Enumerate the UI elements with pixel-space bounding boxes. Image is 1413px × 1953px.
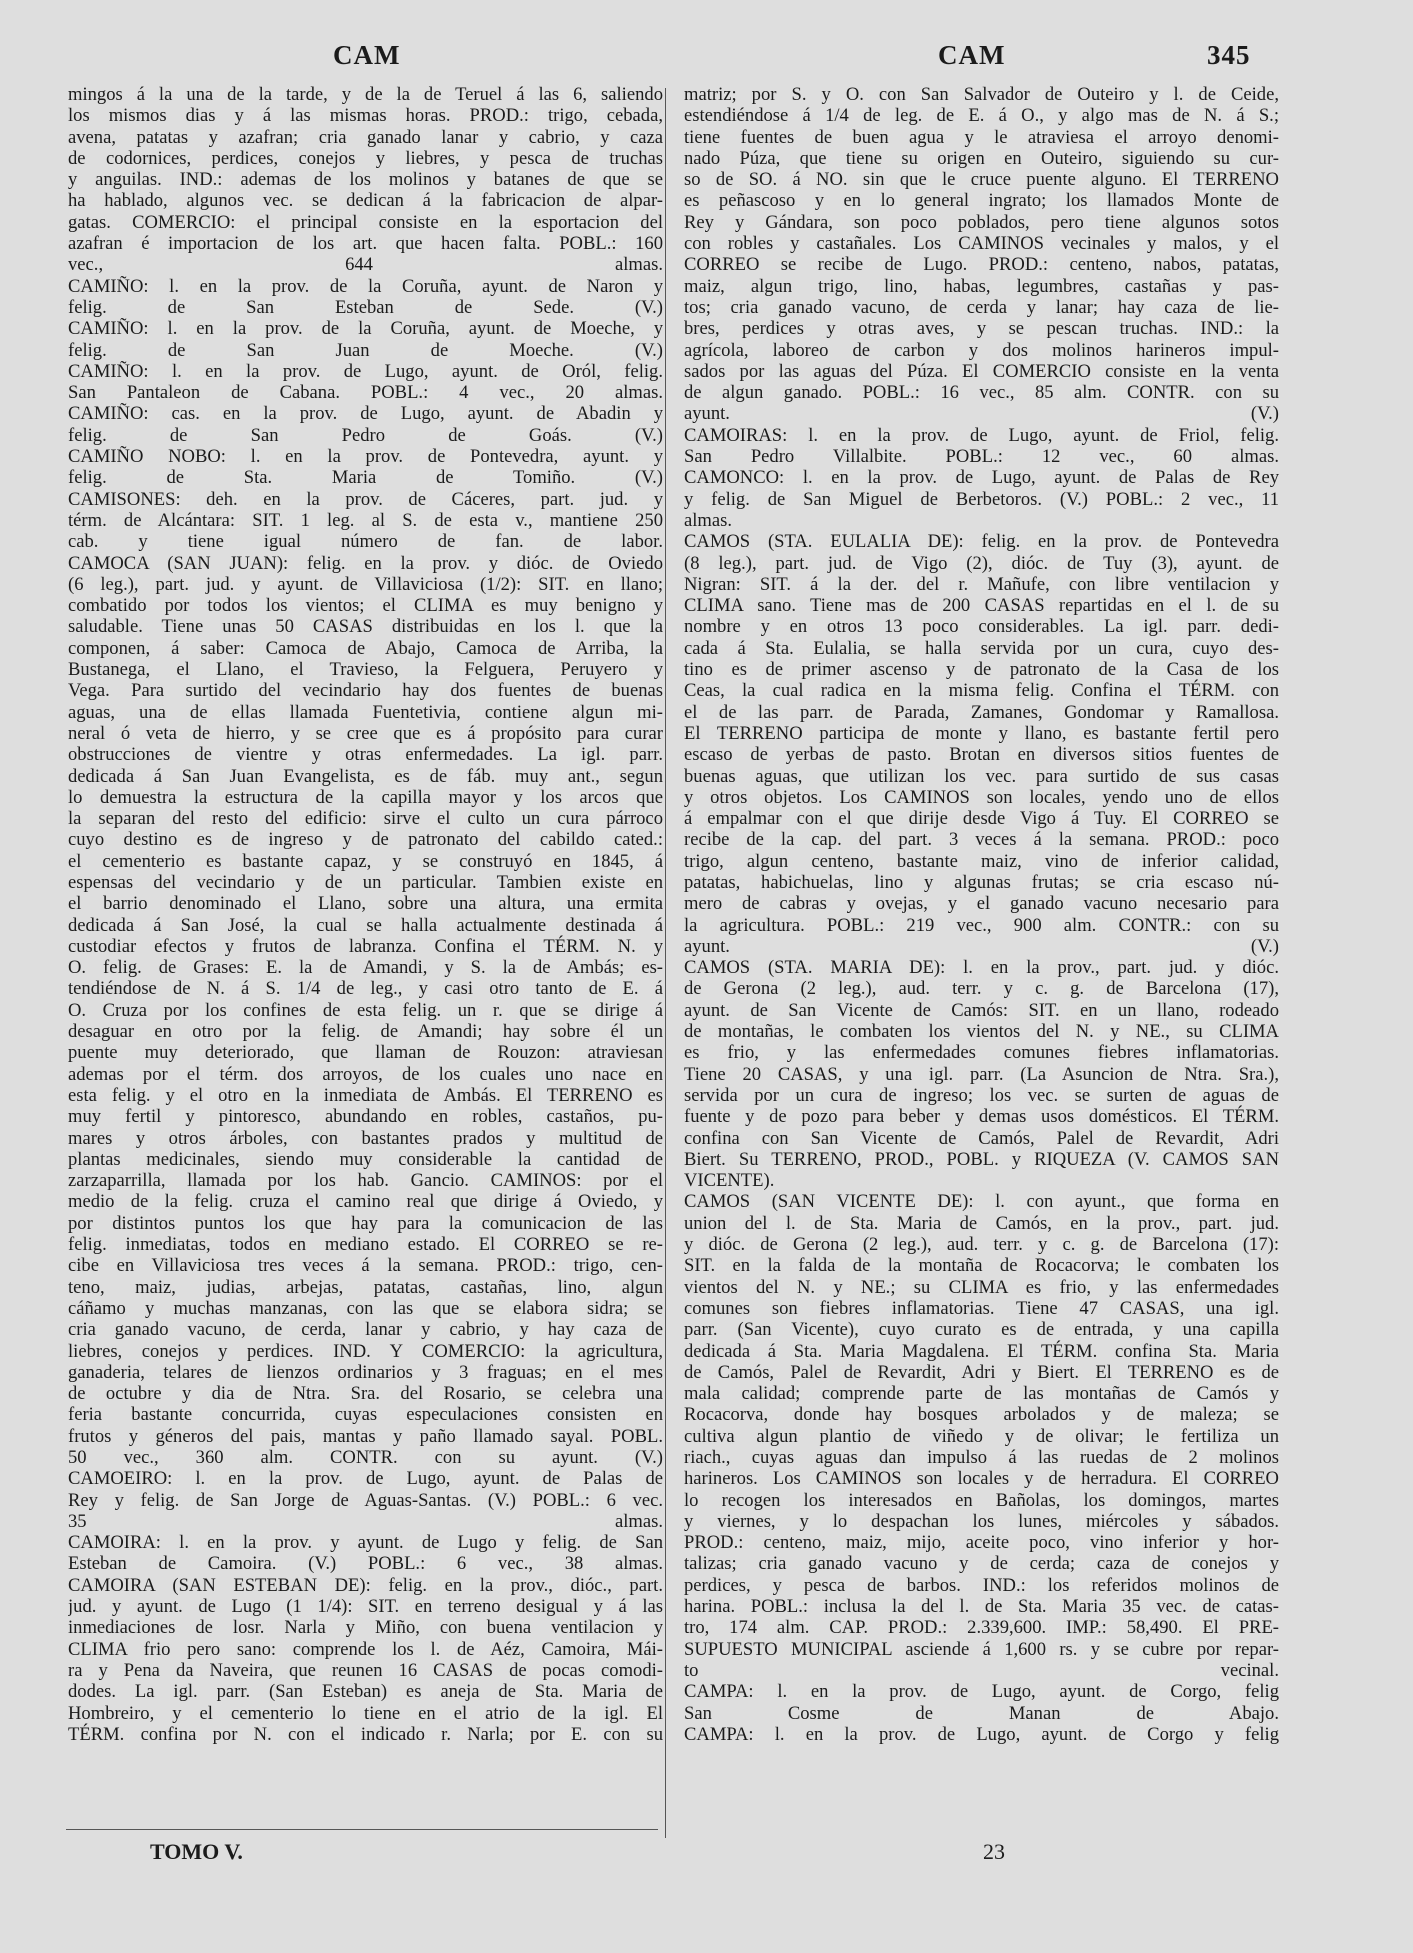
left-column-text: mingos á la una de la tarde, y de la de Teruel á las 6, saliendo los mismos dias y á las mismas horas. PROD.: trigo, cebada, avena, patatas y azafran; cria ganado lanar y cabrio, y caza de codornices, perdices, conejos y liebres, y pesca de truchas y anguilas. IND.: ademas de los molinos y batanes de que se ha hablado, algunos vec. se dedican á la fabricacion de alpar- gatas. COMERCIO: el principal consiste en la esportacion del azafran é importacion de los art. que hacen falta. POBL.: 160 vec., 644 almas. CAMIÑO: l. en la prov. de la Coruña, ayunt. de Naron y felig. de San Esteban de Sede. (V.) CAMIÑO: l. en la prov. de la Coruña, ayunt. de Moeche, y felig. de San Juan de Moeche. (V.) CAMIÑO: l. en la prov. de Lugo, ayunt. de Oról, felig. San Pantaleon de Cabana. POBL.: 4 vec., 20 almas. CAMIÑO: cas. en la prov. de Lugo, ayunt. de Abadin y felig. de San Pedro de Goás. (V.) CAMIÑO NOBO: l. en la prov. de Pontevedra, ayunt. y felig. de Sta. Maria de Tomiño. (V.) CAMISONES: deh. en la prov. de Cáceres, part. jud. y térm. de Alcántara: SIT. 1 leg. al S. de esta v., mantiene 250 cab. y tiene igual número de fan. de labor. CAMOCA (SAN JUAN): felig. en la prov. y dióc. de Oviedo (6 leg.), part. jud. y ayunt. de Villaviciosa (1/2): SIT. en llano; combatido por todos los vientos; el CLIMA es muy benigno y saludable. Tiene unas 50 CASAS distribuidas en los l. que la componen, á saber: Camoca de Abajo, Camoca de Arriba, la Bustanega, el Llano, el Travieso, la Felguera, Peruyero y Vega. Para surtido del vecindario hay dos fuentes de buenas aguas, una de ellas llamada Fuentetivia, contiene algun mi- neral ó veta de hierro, y se cree que es á propósito para curar obstrucciones de vientre y otras enfermedades. La igl. parr. dedicada á San Juan Evangelista, es de fáb. muy ant., segun lo demuestra la estructura de la capilla mayor y los arcos que la separan del resto del edificio: sirve el culto un cura párroco cuyo destino es de ingreso y de patronato del cabildo cated.: el cementerio es bastante capaz, y se construyó en 1845, á espensas del vecindario y de un particular. Tambien existe en el barrio denominado el Llano, sobre una altura, una ermita dedicada á San José, la cual se halla actualmente destinada á custodiar efectos y frutos de labranza. Confina el TÉRM. N. y O. felig. de Grases: E. la de Amandi, y S. la de Ambás; es- tendiéndose de N. á S. 1/4 de leg., y casi otro tanto de E. á O. Cruza por los confines de esta felig. un r. que se dirige á desaguar en otro por la felig. de Amandi; hay sobre él un puente muy deteriorado, que llaman de Rouzon: atraviesan ademas por el térm. dos arroyos, de los cuales uno nace en esta felig. y el otro en la inmediata de Ambás. El TERRENO es muy fertil y pintoresco, abundando en robles, castaños, pu- mares y otros árboles, con bastantes prados y multitud de plantas medicinales, siendo muy considerable la cantidad de zarzaparrilla, llamada por los hab. Gancio. CAMINOS: por el medio de la felig. cruza el camino real que dirige á Oviedo, y por distintos puntos los que hay para la comunicacion de las felig. inmediatas, todos en mediano estado. El CORREO se re- cibe en Villaviciosa tres veces á la semana. PROD.: trigo, cen- teno, maiz, judias, arbejas, patatas, castañas, lino, algun cáñamo y muchas manzanas, con las que se elabora sidra; se cria ganado vacuno, de cerda, lanar y cabrio, y hay caza de liebres, conejos y perdices. IND. Y COMERCIO: la agricultura, ganaderia, telares de lienzos ordinarios y 3 fraguas; en el mes de octubre y dia de Ntra. Sra. del Rosario, se celebra una feria bastante concurrida, cuyas especulaciones consisten en frutos y géneros del pais, mantas y paño llamado sayal. POBL. 50 vec., 360 alm. CONTR. con su ayunt. (V.) CAMOEIRO: l. en la prov. de Lugo, ayunt. de Palas de Rey y felig. de San Jorge de Aguas-Santas. (V.) POBL.: 6 vec. 35 almas. CAMOIRA: l. en la prov. y ayunt. de Lugo y felig. de San Esteban de Camoira. (V.) POBL.: 6 vec., 38 almas. CAMOIRA (SAN ESTEBAN DE): felig. en la prov., dióc., part. jud. y ayunt. de Lugo (1 1/4): SIT. en terreno desigual y á las inmediaciones de losr. Narla y Miño, con buena ventilacion y CLIMA frio pero sano: comprende los l. de Aéz, Camoira, Mái- ra y Pena da Naveira, que reunen 16 CASAS de pocas comodi- dodes. La igl. parr. (San Esteban) es aneja de Sta. Maria de Hombreiro, y el cementerio lo tiene en el atrio de la igl. El TÉRM. confina por N. con el indicado r. Narla; por E. con su bbox=[68, 84, 663, 1745]
left-running-head: CAM bbox=[333, 40, 401, 70]
right-running-head: CAM bbox=[938, 40, 1006, 70]
volume-label: TOMO V. bbox=[150, 1839, 243, 1864]
signature-mark: 23 bbox=[983, 1839, 1005, 1864]
page-number: 345 bbox=[1207, 40, 1251, 70]
column-divider bbox=[665, 88, 666, 1838]
footer-rule bbox=[66, 1829, 658, 1830]
right-column-text: matriz; por S. y O. con San Salvador de Outeiro y l. de Ceide, estendiéndose á 1/4 de leg. de E. á O., y algo mas de N. á S.; tiene fuentes de buen agua y le atraviesa el arroyo denomi- nado Púza, que tiene su origen en Outeiro, siguiendo su cur- so de SO. á NO. sin que le cruce puente alguno. El TERRENO es peñascoso y en lo general ingrato; los llamados Monte de Rey y Gándara, son poco poblados, pero tiene algunos sotos con robles y castañales. Los CAMINOS vecinales y malos, y el CORREO se recibe de Lugo. PROD.: centeno, nabos, patatas, maiz, algun trigo, lino, habas, legumbres, castañas y pas- tos; cria ganado vacuno, de cerda y lanar; hay caza de lie- bres, perdices y otras aves, y se pescan truchas. IND.: la agrícola, laboreo de carbon y dos molinos harineros impul- sados por las aguas del Púza. El COMERCIO consiste en la venta de algun ganado. POBL.: 16 vec., 85 alm. CONTR. con su ayunt. (V.) CAMOIRAS: l. en la prov. de Lugo, ayunt. de Friol, felig. San Pedro Villalbite. POBL.: 12 vec., 60 almas. CAMONCO: l. en la prov. de Lugo, ayunt. de Palas de Rey y felig. de San Miguel de Berbetoros. (V.) POBL.: 2 vec., 11 almas. CAMOS (STA. EULALIA DE): felig. en la prov. de Pontevedra (8 leg.), part. jud. de Vigo (2), dióc. de Tuy (3), ayunt. de Nigran: SIT. á la der. del r. Mañufe, con libre ventilacion y CLIMA sano. Tiene mas de 200 CASAS repartidas en el l. de su nombre y en otros 13 poco considerables. La igl. parr. dedi- cada á Sta. Eulalia, se halla servida por un cura, cuyo des- tino es de primer ascenso y de patronato de la Casa de los Ceas, la cual radica en la misma felig. Confina el TÉRM. con el de las parr. de Parada, Zamanes, Gondomar y Ramallosa. El TERRENO participa de monte y llano, es bastante fertil pero escaso de yerbas de pasto. Brotan en diversos sitios fuentes de buenas aguas, que utilizan los vec. para surtido de sus casas y otros objetos. Los CAMINOS son locales, yendo uno de ellos á empalmar con el que dirije desde Vigo á Tuy. El CORREO se recibe de la cap. del part. 3 veces á la semana. PROD.: poco trigo, algun centeno, bastante maiz, vino de inferior calidad, patatas, habichuelas, lino y algunas frutas; se cria escaso nú- mero de cabras y ovejas, y el ganado vacuno necesario para la agricultura. POBL.: 219 vec., 900 alm. CONTR.: con su ayunt. (V.) CAMOS (STA. MARIA DE): l. en la prov., part. jud. y dióc. de Gerona (2 leg.), aud. terr. y c. g. de Barcelona (17), ayunt. de San Vicente de Camós: SIT. en un llano, rodeado de montañas, le combaten los vientos del N. y NE., su CLIMA es frio, y las enfermedades comunes fiebres inflamatorias. Tiene 20 CASAS, y una igl. parr. (La Asuncion de Ntra. Sra.), servida por un cura de ingreso; los vec. se surten de aguas de fuente y de pozo para beber y demas usos domésticos. El TÉRM. confina con San Vicente de Camós, Palel de Revardit, Adri Biert. Su TERRENO, PROD., POBL. y RIQUEZA (V. CAMOS SAN VICENTE). CAMOS (SAN VICENTE DE): l. con ayunt., que forma en union del l. de Sta. Maria de Camós, en la prov., part. jud. y dióc. de Gerona (2 leg.), aud. terr. y c. g. de Barcelona (17): SIT. en la falda de la montaña de Rocacorva; le combaten los vientos del N. y NE.; su CLIMA es frio, y las enfermedades comunes son fiebres inflamatorias. Tiene 47 CASAS, una igl. parr. (San Vicente), cuyo curato es de entrada, y una capilla dedicada á Sta. Maria Magdalena. El TÉRM. confina Sta. Maria de Camós, Palel de Revardit, Adri y Biert. El TERRENO es de mala calidad; comprende parte de las montañas de Camós y Rocacorva, donde hay bosques arbolados y de maleza; se cultiva algun plantio de viñedo y de olivar; le fertiliza un riach., cuyas aguas dan impulso á las ruedas de 2 molinos harineros. Los CAMINOS son locales y de herradura. El CORREO lo recogen los interesados en Bañolas, los domingos, martes y viernes, y lo despachan los lunes, miércoles y sábados. PROD.: centeno, maiz, mijo, aceite poco, vino inferior y hor- talizas; cria ganado vacuno y de cerda; caza de conejos y perdices, y pesca de barbos. IND.: los referidos molinos de harina. POBL.: inclusa la del l. de Sta. Maria 35 vec. de catas- tro, 174 alm. CAP. PROD.: 2.339,600. IMP.: 58,490. El PRE- SUPUESTO MUNICIPAL asciende á 1,600 rs. y se cubre por repar- to vecinal. CAMPA: l. en la prov. de Lugo, ayunt. de Corgo, felig San Cosme de Manan de Abajo. CAMPA: l. en la prov. de Lugo, ayunt. de Corgo y felig bbox=[684, 84, 1279, 1745]
